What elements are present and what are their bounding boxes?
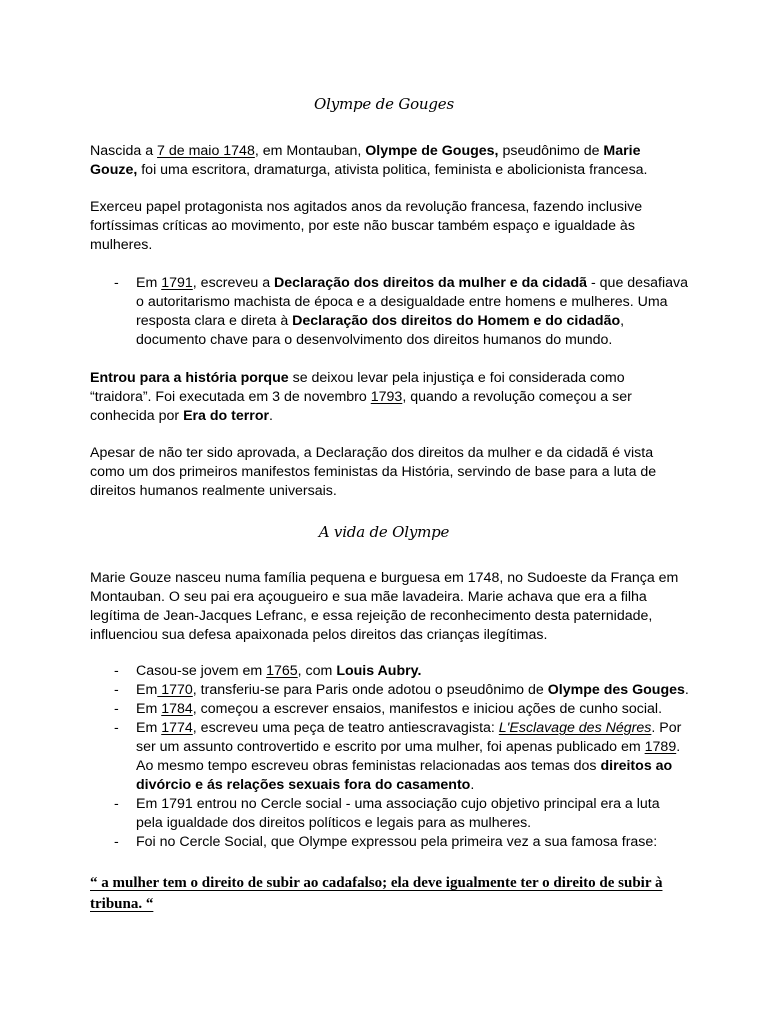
biography-paragraph: Marie Gouze nasceu numa família pequena e burguesa em 1748, no Sudoeste da França em Montauban. O seu pai era açougueiro e sua mãe lavadeira. Marie achava que era a filha legítima de Jean-Jacques Lefranc, e essa rejeição de reconhecimento desta paternidade, influenciou sua defesa apaixonada pelos direitos das crianças ilegítimas. xyxy=(90,570,679,643)
list-item xyxy=(90,681,690,700)
history-text: . xyxy=(269,408,273,424)
year-1765: 1765 xyxy=(266,663,298,679)
pseudonym: Olympe de Gouges, xyxy=(365,143,499,159)
section-title: A vida de Olympe xyxy=(318,523,450,541)
year-1791: 1791 xyxy=(161,275,193,291)
list-text: , com xyxy=(297,663,337,679)
era-do-terror: Era do terror xyxy=(183,408,270,424)
declaration-title-2: Declaração dos direitos do Homem e do cidadão xyxy=(292,313,621,329)
year-1793: 1793 xyxy=(370,389,403,405)
list-text: Em xyxy=(136,720,162,736)
declaration-list xyxy=(90,274,690,350)
olympe-des-gouges: Olympe des Gouges xyxy=(547,682,685,698)
biography-list xyxy=(90,662,690,852)
intro-paragraph xyxy=(90,142,690,180)
document-title: Olympe de Gouges xyxy=(314,95,454,113)
list-text: Em xyxy=(136,701,162,717)
louis-aubry: Louis Aubry. xyxy=(336,663,422,679)
year-1774: 1774 xyxy=(161,720,193,736)
intro-text: foi uma escritora, dramaturga, ativista politica, feminista e abolicionista francesa. xyxy=(137,162,648,178)
declaration-title: Declaração dos direitos da mulher e da cidadã xyxy=(274,275,588,291)
list-text: Em xyxy=(136,275,162,291)
list-text: . Ao mesmo tempo escreveu obras feministas relacionadas aos temas dos xyxy=(136,739,681,774)
list-text: , começou a escrever ensaios, manifestos e iniciou ações de cunho social. xyxy=(192,701,663,717)
birth-date: 7 de maio 1748 xyxy=(157,143,255,159)
list-text: . xyxy=(470,777,475,793)
list-text: , transferiu-se para Paris onde adotou o pseudônimo de xyxy=(192,682,548,698)
list-text: , documento chave para o desenvolvimento dos direitos humanos do mundo. xyxy=(136,313,625,348)
intro-text: pseudônimo de xyxy=(498,143,604,159)
year-1784: 1784 xyxy=(161,701,193,717)
play-title: L'Esclavage des Négres xyxy=(498,720,652,736)
list-item: - Foi no Cercle Social, que Olympe expressou pela primeira vez a sua famosa frase: xyxy=(90,833,690,852)
list-item xyxy=(90,719,690,795)
famous-quote: “ a mulher tem o direito de subir ao cadafalso; ela deve igualmente ter o direito de subir à tribuna. “ xyxy=(90,875,663,912)
list-text: Casou-se jovem em xyxy=(136,663,267,679)
list-item xyxy=(90,662,690,681)
revolution-paragraph: Exerceu papel protagonista nos agitados anos da revolução francesa, fazendo inclusive fortíssimas críticas ao movimento, por este não buscar também espaço e igualdade às mulheres. xyxy=(90,199,643,253)
list-item xyxy=(90,700,690,719)
rights-topics: direitos ao divórcio e ás relações sexuais fora do casamento xyxy=(136,758,673,793)
history-text: , quando a revolução começou a ser conhecida por xyxy=(90,389,632,424)
year-1789: 1789 xyxy=(644,739,677,755)
history-text: se deixou levar pela injustiça e foi considerada como “traidora”. Foi executada em 3 de novembro xyxy=(90,370,625,405)
list-text: Em xyxy=(136,682,158,698)
list-text: - que desafiava o autoritarismo machista de época e a desigualdade entre homens e mulheres. Uma resposta clara e direta à xyxy=(136,275,689,329)
intro-text: Nascida a xyxy=(90,143,158,159)
history-paragraph xyxy=(90,369,690,426)
list-text: . xyxy=(684,682,689,698)
list-text: , escreveu a xyxy=(192,275,275,291)
declaration-paragraph: Apesar de não ter sido aprovada, a Declaração dos direitos da mulher e da cidadã é vista como um dos primeiros manifestos feministas da História, servindo de base para a luta de direitos humanos realmente universais. xyxy=(90,445,657,499)
list-text: , escreveu uma peça de teatro antiescravagista: xyxy=(192,720,499,736)
real-name: Marie Gouze, xyxy=(90,143,641,178)
list-text: . Por ser um assunto controvertido e escrito por uma mulher, foi apenas publicado em xyxy=(136,720,682,755)
year-1770: 1770 xyxy=(157,682,193,698)
history-bold: Entrou para a história porque xyxy=(90,370,289,386)
list-item: - Em 1791 entrou no Cercle social - uma associação cujo objetivo principal era a luta pela igualdade dos direitos políticos e legais para as mulheres. xyxy=(90,795,690,833)
intro-text: , em Montauban, xyxy=(254,143,366,159)
list-item xyxy=(90,274,690,350)
